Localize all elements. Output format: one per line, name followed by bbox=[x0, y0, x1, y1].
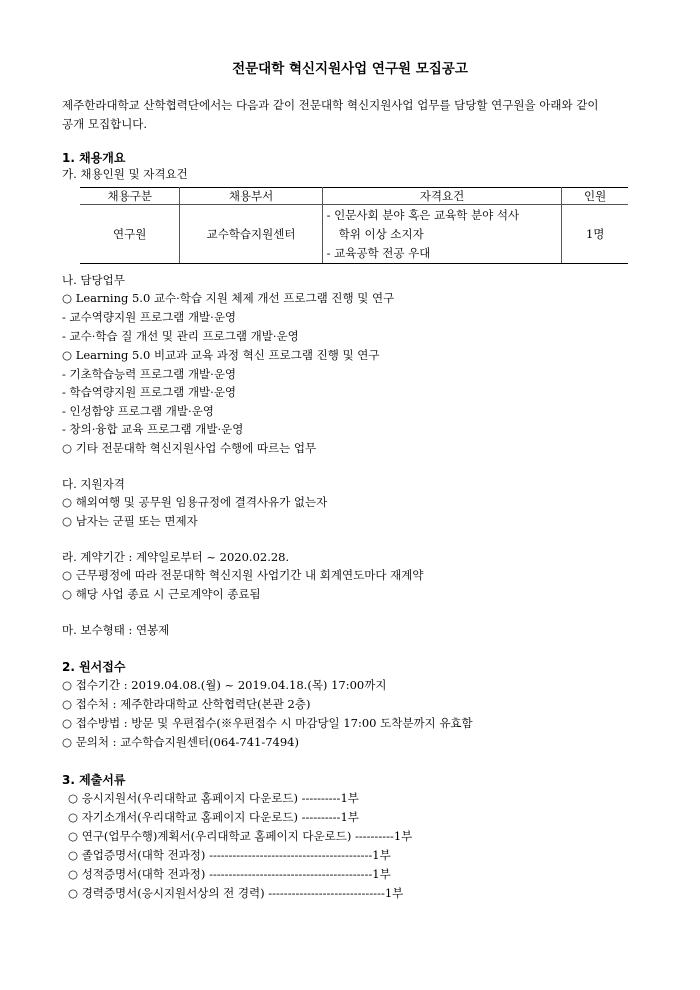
document-item: ○ 졸업증명서(대학 전과정) ------------------------------------------1부 bbox=[68, 848, 391, 862]
duty-item: ○ 기타 전문대학 혁신지원사업 수행에 따르는 업무 bbox=[62, 441, 317, 455]
intro-line-1: 제주한라대학교 산학협력단에서는 다음과 같이 전문대학 혁신지원사업 업무를 담당할 연구원을 아래와 같이 bbox=[62, 98, 599, 112]
duty-item: - 교수·학습 질 개선 및 관리 프로그램 개발·운영 bbox=[62, 329, 299, 343]
contract-item: ○ 근무평정에 따라 전문대학 혁신지원 사업기간 내 회계연도마다 재계약 bbox=[62, 568, 424, 582]
application-item: ○ 접수기간 : 2019.04.08.(월) ~ 2019.04.18.(목) 17:00까지 bbox=[62, 678, 387, 692]
duty-item: - 창의·융합 교육 프로그램 개발·운영 bbox=[62, 422, 244, 436]
cell-count: 1명 bbox=[562, 205, 628, 264]
duty-item: - 학습역량지원 프로그램 개발·운영 bbox=[62, 385, 237, 399]
qualification-item: ○ 남자는 군필 또는 면제자 bbox=[62, 514, 198, 528]
document-item: ○ 성적증명서(대학 전과정) ------------------------------------------1부 bbox=[68, 867, 391, 881]
qualification-item: ○ 해외여행 및 공무원 임용규정에 결격사유가 없는자 bbox=[62, 495, 328, 509]
cell-category: 연구원 bbox=[80, 205, 180, 264]
intro-line-2: 공개 모집합니다. bbox=[62, 117, 148, 131]
table-header-count: 인원 bbox=[562, 188, 628, 205]
table-header-category: 채용구분 bbox=[80, 188, 180, 205]
qualification-1b: 학위 이상 소지자 bbox=[338, 226, 424, 241]
table-header-qualifications: 자격요건 bbox=[322, 188, 562, 205]
duty-item: - 교수역량지원 프로그램 개발·운영 bbox=[62, 310, 237, 324]
section-3-heading: 3. 제출서류 bbox=[62, 773, 126, 787]
intro-paragraph bbox=[62, 96, 652, 134]
page-title: 전문대학 혁신지원사업 연구원 모집공고 bbox=[232, 61, 468, 77]
document-item: ○ 자기소개서(우리대학교 홈페이지 다운로드) ----------1부 bbox=[68, 810, 359, 824]
section-2-heading: 2. 원서접수 bbox=[62, 660, 126, 674]
section-1-heading: 1. 채용개요 bbox=[62, 151, 126, 165]
application-item: ○ 접수처 : 제주한라대학교 산학협력단(본관 2층) bbox=[62, 697, 311, 711]
duty-item: ○ Learning 5.0 교수·학습 지원 체제 개선 프로그램 진행 및 연구 bbox=[62, 291, 395, 305]
table-header-department: 채용부서 bbox=[180, 188, 322, 205]
application-item: ○ 접수방법 : 방문 및 우편접수(※우편접수 시 마감당일 17:00 도착분까지 유효함 bbox=[62, 716, 473, 730]
table-header-row bbox=[80, 188, 628, 205]
section-1-sub-b: 나. 담당업무 bbox=[62, 273, 125, 287]
application-item: ○ 문의처 : 교수학습지원센터(064-741-7494) bbox=[62, 735, 299, 749]
qualification-2: - 교육공학 전공 우대 bbox=[326, 245, 431, 260]
document-item: ○ 응시지원서(우리대학교 홈페이지 다운로드) ----------1부 bbox=[68, 791, 359, 805]
duty-item: ○ Learning 5.0 비교과 교육 과정 혁신 프로그램 진행 및 연구 bbox=[62, 348, 380, 362]
section-1-sub-d: 라. 계약기간 : 계약일로부터 ~ 2020.02.28. bbox=[62, 550, 290, 564]
cell-qualifications bbox=[322, 205, 562, 264]
table-row bbox=[80, 205, 628, 264]
document-item: ○ 연구(업무수행)계획서(우리대학교 홈페이지 다운로드) ----------1부 bbox=[68, 829, 413, 843]
document-item: ○ 경력증명서(응시지원서상의 전 경력) ------------------------------1부 bbox=[68, 886, 404, 900]
cell-department: 교수학습지원센터 bbox=[180, 205, 322, 264]
section-1-sub-a: 가. 채용인원 및 자격요건 bbox=[62, 167, 188, 181]
duty-item: - 기초학습능력 프로그램 개발·운영 bbox=[62, 367, 237, 381]
recruitment-table bbox=[80, 187, 628, 264]
section-1-sub-e: 마. 보수형태 : 연봉제 bbox=[62, 623, 170, 637]
duty-item: - 인성함양 프로그램 개발·운영 bbox=[62, 404, 214, 418]
contract-item: ○ 해당 사업 종료 시 근로계약이 종료됨 bbox=[62, 587, 261, 601]
section-1-sub-c: 다. 지원자격 bbox=[62, 477, 125, 491]
qualification-1a: - 인문사회 분야 혹은 교육학 분야 석사 bbox=[326, 207, 520, 222]
